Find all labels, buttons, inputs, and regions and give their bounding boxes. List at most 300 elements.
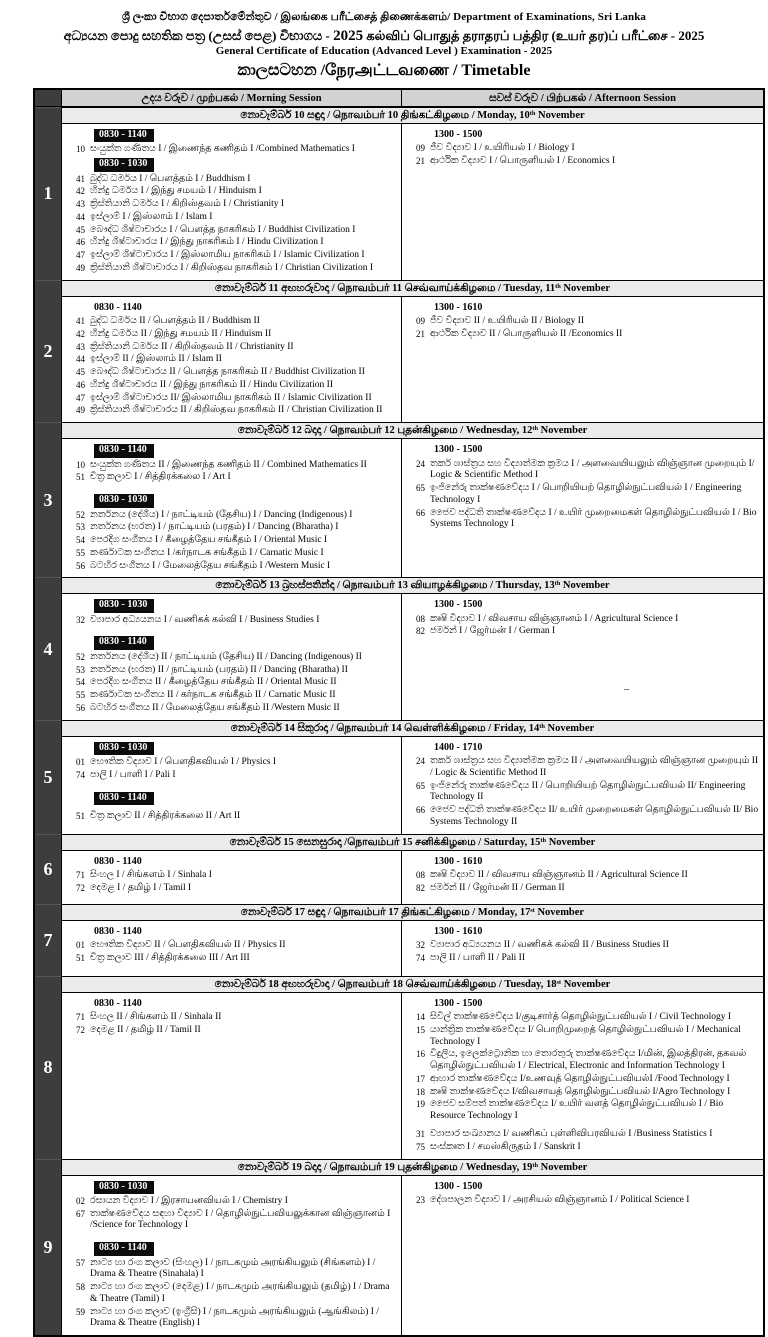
- day-block: [35, 834, 763, 904]
- document-header: [0, 0, 768, 81]
- subject-text: ආර්ථික විද්‍යාව I / பொருளியல் I / Economics I: [430, 156, 616, 167]
- date-header: නොවැම්බර් 17 සඳුදා / நொவம்பர் 17 திங்கட்கிழமை / Monday, 17ˢᵗ November: [61, 904, 763, 921]
- subject-text: රසායන විද්‍යාව I / இரசாயனவியல் I / Chemistry I: [90, 1195, 288, 1206]
- subject-number: 82: [416, 882, 425, 893]
- subject-row: [404, 329, 759, 341]
- timetable: [33, 88, 765, 1337]
- subject-row: [404, 143, 759, 155]
- subject-number: 10: [76, 459, 85, 470]
- day-sessions: [61, 737, 763, 834]
- subject-row: [64, 770, 397, 782]
- time-badge: 0830 - 1140: [94, 129, 154, 142]
- subject-row: [404, 156, 759, 168]
- subject-row: [64, 393, 397, 405]
- subject-number: 65: [416, 483, 425, 494]
- day-number: 5: [35, 720, 61, 834]
- exam-title-tamil: கல்விப் பொதுத் தராதரப் பத்திர (உயர் தர)ப் பரீட்சை - 2025: [363, 28, 705, 43]
- subject-text: චිත්‍ර කලාව I / சித்திரக்கலை I / Art I: [90, 472, 231, 483]
- subject-number: 10: [76, 144, 85, 155]
- subject-row: [64, 342, 397, 354]
- subject-row: [404, 883, 759, 895]
- subject-number: 51: [76, 472, 85, 483]
- subject-number: 46: [76, 379, 85, 390]
- subject-number: 32: [416, 940, 425, 951]
- day-block: [35, 577, 763, 719]
- subject-text: තර්ක ශාස්ත්‍රය සහ විද්‍යාත්මක ක්‍රමය II / அளவையியலும் விஞ்ஞான முறையும் II / Logic & Scientific Method II: [430, 756, 759, 778]
- exam-time: [94, 158, 397, 171]
- morning-cell: [61, 297, 401, 423]
- subject-number: 49: [76, 405, 85, 416]
- subject-row: [64, 1258, 397, 1282]
- morning-session-header: උදය වරුව / முற்பகல் / Morning Session: [61, 90, 401, 106]
- subject-text: දෙමළ II / தமிழ் II / Tamil II: [90, 1024, 201, 1035]
- subject-number: 75: [416, 1141, 425, 1152]
- subject-row: [404, 870, 759, 882]
- subject-number: 57: [76, 1257, 85, 1268]
- subject-row: [404, 953, 759, 965]
- subject-row: [64, 665, 397, 677]
- time-badge: 0830 - 1140: [94, 444, 154, 457]
- subject-row: [404, 1142, 759, 1154]
- afternoon-cell: [401, 297, 763, 423]
- subject-text: ඉංජිනේරු තාක්ෂණවේදය II / பொறியியற் தொழில்நுட்பவியல் II/ Engineering Technology II: [430, 780, 746, 803]
- exam-time: [94, 494, 397, 507]
- subject-text: නර්තනය (භරත) I / நாட்டியம் (பரதம்) I / Dancing (Bharatha) I: [90, 522, 339, 533]
- exam-time: [94, 636, 397, 649]
- day-number: 7: [35, 904, 61, 976]
- subject-text: කෘෂි තාක්ෂණවේදය I/விவசாயத் தொழில்நுட்பவியல் I/Agro Technology I: [430, 1086, 731, 1097]
- subject-text: කෘෂි විද්‍යාව I / விவசாய விஞ்ஞானம் I / Agricultural Science I: [430, 613, 679, 624]
- subject-row: [404, 1074, 759, 1086]
- exam-time: 1300 - 1500: [434, 129, 483, 140]
- subject-text: පාලි I / பாளி I / Pali I: [90, 769, 176, 780]
- subject-row: [64, 263, 397, 275]
- subject-text: දෙමළ I / தமிழ் I / Tamil I: [90, 882, 192, 893]
- subject-row: [404, 316, 759, 328]
- subject-number: 24: [416, 458, 425, 469]
- subject-row: [64, 510, 397, 522]
- subject-text: ජීව විද්‍යාව I / உயிரியல் I / Biology I: [430, 143, 575, 154]
- day-block: [35, 107, 763, 280]
- subject-text: බුද්ධ ධර්මය I / பௌத்தம் I / Buddhism I: [90, 173, 251, 184]
- subject-number: 72: [76, 882, 85, 893]
- subject-text: බුද්ධ ධර්මය II / பௌத்தம் II / Buddhism II: [90, 316, 260, 327]
- corner-block: [35, 90, 61, 106]
- subject-text: නර්තනය (භරත) II / நாட்டியம் (பரதம்) II / Dancing (Bharatha) II: [90, 664, 348, 675]
- exam-time: 1300 - 1500: [434, 997, 483, 1009]
- date-header: නොවැම්බර් 14 සිකුරාදා / நொவம்பர் 14 வெள்ளிக்கிழமை / Friday, 14ᵗʰ November: [61, 720, 763, 737]
- exam-title: [0, 28, 768, 45]
- subject-number: 65: [416, 780, 425, 791]
- subject-number: 18: [416, 1086, 425, 1097]
- subject-text: යාන්ත්‍රික තාක්ෂණවේදය I/ பொறிமுறைத் தொழில்நுட்பவியல் I / Mechanical Technology I: [430, 1024, 741, 1047]
- subject-row: [64, 174, 397, 186]
- subject-number: 49: [76, 262, 85, 273]
- day-block: [35, 720, 763, 834]
- subject-row: [64, 1012, 397, 1024]
- subject-text: ඉස්ලාම් II / இஸ்லாம் II / Islam II: [90, 354, 222, 365]
- exam-time: 1300 - 1610: [434, 855, 483, 867]
- subject-text: ව්‍යාපාර අධ්‍යයනය II / வணிகக் கல்வி II / Business Studies II: [430, 940, 669, 951]
- subject-row: [64, 535, 397, 547]
- subject-row: [404, 1129, 759, 1141]
- subject-number: 43: [76, 199, 85, 210]
- day-block: [35, 976, 763, 1159]
- subject-number: 43: [76, 341, 85, 352]
- morning-cell: [61, 737, 401, 834]
- subject-number: 47: [76, 392, 85, 403]
- subject-number: 72: [76, 1024, 85, 1035]
- exam-title-english: General Certificate of Education (Advanced Level ) Examination - 2025: [215, 45, 553, 57]
- subject-text: සංයුක්ත ගණිතය I / இணைந்த கணிதம் I /Combined Mathematics I: [90, 144, 355, 155]
- day-block: [35, 1159, 763, 1336]
- subject-row: [64, 703, 397, 715]
- time-badge: 0830 - 1030: [94, 742, 154, 755]
- subject-text: සංස්කෘත I / சமஸ்கிருதம் I / Sanskrit I: [430, 1141, 581, 1152]
- afternoon-cell: [401, 993, 763, 1159]
- subject-row: [404, 1195, 759, 1207]
- exam-time: [94, 599, 397, 612]
- subject-text: හින්දු ශිෂ්ටාචාරය II / இந்து நாகரிகம் II / Hindu Civilization II: [90, 379, 333, 390]
- exam-time: [94, 444, 397, 457]
- subject-text: කර්ණාටක සංගීතය I /கர்நாடக சங்கீதம் I / Carnatic Music I: [90, 547, 324, 558]
- subject-number: 01: [76, 940, 85, 951]
- subject-number: 71: [76, 1012, 85, 1023]
- subject-row: [404, 626, 759, 638]
- subject-number: 14: [416, 1012, 425, 1023]
- subject-row: [64, 354, 397, 366]
- subject-row: [404, 1049, 759, 1073]
- subject-text: නර්තනය (දේශීය) I / நாட்டியம் (தேசிய) I / Dancing (Indigenous) I: [90, 509, 353, 520]
- subject-row: [64, 1307, 397, 1331]
- date-header: නොවැම්බර් 11 අඟහරුවාදා / நொவம்பர் 11 செவ்வாய்க்கிழமை / Tuesday, 11ᵗʰ November: [61, 280, 763, 297]
- subject-text: දේශපාලන විද්‍යාව I / அரசியல் விஞ்ஞானம் I / Political Science I: [430, 1194, 690, 1205]
- subject-row: [64, 561, 397, 573]
- subject-text: ආර්ථික විද්‍යාව II / பொருளியல் II /Economics II: [430, 328, 623, 339]
- afternoon-cell: [401, 851, 763, 904]
- subject-text: කර්ණාටක සංගීතය II / கர்நாடக சங்கீதம் II / Carnatic Music II: [90, 690, 336, 701]
- subject-text: ක්‍රිස්තියානි ධර්මය I / கிறிஸ்தவம் I / Christianity I: [90, 199, 285, 210]
- subject-text: ඉස්ලාම් I / இஸ்லாம் I / Islam I: [90, 211, 213, 222]
- subject-number: 09: [416, 316, 425, 327]
- subject-number: 21: [416, 328, 425, 339]
- subject-number: 42: [76, 186, 85, 197]
- exam-time: [94, 129, 397, 142]
- time-badge: 0830 - 1140: [94, 1242, 154, 1255]
- day-sessions: [61, 1176, 763, 1336]
- subject-number: 09: [416, 143, 425, 154]
- time-badge: 0830 - 1030: [94, 599, 154, 612]
- morning-cell: [61, 993, 401, 1159]
- subject-text: ජෛව පද්ධති තාක්ෂණවේදය II/ உயிர் முறைமைகள் தொழில்நுட்பவியல் II/ Bio Systems Technology II: [430, 805, 759, 827]
- subject-number: 52: [76, 651, 85, 662]
- time-badge: 0830 - 1030: [94, 1181, 154, 1194]
- subject-row: [404, 459, 759, 483]
- subject-number: 44: [76, 354, 85, 365]
- subject-text: ව්‍යාපාර සංඛ්‍යානය I/ வணிகப் புள்ளிவிபரவியல் I /Business Statistics I: [430, 1128, 713, 1139]
- subject-number: 55: [76, 547, 85, 558]
- subject-text: සිවිල් තාක්ෂණවේදය I/குடிசார்த் தொழில்நுட்பவியல் I / Civil Technology I: [430, 1012, 732, 1023]
- exam-time: 1300 - 1500: [434, 444, 483, 456]
- date-header: නොවැම්බර් 12 බදාදා / நொவம்பர் 12 புதன்கிழமை / Wednesday, 12ᵗʰ November: [61, 422, 763, 439]
- subject-text: නාට්‍ය හා රංග කලාව (දෙමළ) I / நாடகமும் அரங்கியலும் (தமிழ்) I / Drama & Theatre (Tamil) I: [90, 1282, 390, 1304]
- subject-number: 17: [416, 1073, 425, 1084]
- subject-number: 55: [76, 690, 85, 701]
- subject-row: [64, 1196, 397, 1208]
- subject-row: [64, 316, 397, 328]
- exam-time: 0830 - 1140: [94, 855, 142, 867]
- date-header: නොවැම්බර් 15 සෙනසුරාදා /நொவம்பர் 15 சனிக்கிழமை / Saturday, 15ᵗʰ November: [61, 834, 763, 851]
- subject-row: [404, 805, 759, 829]
- subject-row: [64, 522, 397, 534]
- time-badge: 0830 - 1030: [94, 494, 154, 507]
- subject-row: [64, 615, 397, 627]
- subject-number: 53: [76, 664, 85, 675]
- subject-number: 51: [76, 952, 85, 963]
- subject-number: 66: [416, 805, 425, 816]
- subject-text: පාලි II / பாளி II / Pali II: [430, 952, 526, 963]
- subject-text: ජීව විද්‍යාව II / உயிரியல் II / Biology II: [430, 316, 585, 327]
- subject-row: [404, 940, 759, 952]
- subject-row: [64, 144, 397, 156]
- subject-text: චිත්‍ර කලාව II / சித்திரக்கலை II / Art II: [90, 811, 241, 822]
- morning-cell: [61, 1176, 401, 1336]
- subject-number: 46: [76, 237, 85, 248]
- subject-number: 41: [76, 173, 85, 184]
- subject-text: ක්‍රිස්තියානි ශිෂ්ටාචාරය I / கிறிஸ்தவ நாகரிகம் I / Christian Civilization I: [90, 262, 373, 273]
- subject-text: ඉස්ලාම් ශිෂ්ටාචාරය II/ இஸ்லாமிய நாகரிகம் II / Islamic Civilization II: [90, 392, 372, 403]
- subject-number: 51: [76, 811, 85, 822]
- exam-title-sinhala: අධ්‍යයන පොදු සහතික පත්‍ර (උසස් පෙළ) විභාගය -: [63, 28, 334, 43]
- subject-text: සංයුක්ත ගණිතය II / இணைந்த கணிதம் II / Combined Mathematics II: [90, 459, 367, 470]
- subject-number: 56: [76, 702, 85, 713]
- subject-row: [64, 883, 397, 895]
- subject-number: 59: [76, 1306, 85, 1317]
- stray-dash: –: [624, 684, 630, 696]
- subject-text: විදුලිය, ඉලෙක්ට්‍රොනික හා තොරතුරු තාක්ෂණවේදය I/மின், இலத்திரன், தகவல் தொழில்நுட்பவியல் I / Electrical, Electronic and Information Technology I: [430, 1049, 747, 1072]
- subject-text: හින්දු ධර්මය II / இந்து சமயம் II / Hinduism II: [90, 328, 272, 339]
- subject-text: ජෛව පද්ධති තාක්ෂණවේදය I / உயிர் முறைமைகள் தொழில்நுட்பவியல் I / Bio Systems Technology I: [430, 507, 757, 530]
- subject-row: [404, 756, 759, 780]
- subject-number: 02: [76, 1195, 85, 1206]
- subject-text: නාට්‍ය හා රංග කලාව (සිංහල) I / நாடகமும் அரங்கியலும் (சிங்களம்) I / Drama & Theatre (Sinahala) I: [90, 1257, 376, 1280]
- subject-row: [64, 652, 397, 664]
- subject-text: ව්‍යාපාර අධ්‍යයනය I / வணிகக் கல்வி I / Business Studies I: [90, 614, 320, 625]
- page-title: කාලසටහන /நேரஅட்டவணை / Timetable: [237, 62, 531, 79]
- day-block: [35, 280, 763, 423]
- subject-row: [64, 225, 397, 237]
- subject-row: [404, 1025, 759, 1049]
- exam-time: [94, 742, 397, 755]
- subject-text: ජෛව සම්පත් තාක්ෂණවේදය I/ உயிர் வளத் தொழில்நுட்பவியல் I / Bio Resource Technology I: [430, 1099, 724, 1122]
- subject-number: 15: [416, 1024, 425, 1035]
- day-block: [35, 422, 763, 577]
- session-header-row: [35, 90, 763, 107]
- subject-row: [404, 508, 759, 532]
- subject-text: සිංහල I / சிங்களம் I / Sinhala I: [90, 870, 212, 881]
- day-number: 9: [35, 1159, 61, 1336]
- subject-row: [64, 367, 397, 379]
- subject-row: [64, 870, 397, 882]
- subject-row: [404, 1087, 759, 1099]
- day-number: 4: [35, 577, 61, 719]
- day-sessions: [61, 851, 763, 904]
- subject-row: [64, 212, 397, 224]
- subject-text: බටහිර සංගීතය I / மேலைத்தேய சங்கீதம் I /Western Music I: [90, 560, 331, 571]
- subject-text: ඉංජිනේරු තාක්ෂණවේදය I / பொறியியற் தொழில்நுட்பவியல் I / Engineering Technology I: [430, 483, 742, 505]
- subject-text: හින්දු ශිෂ්ටාචාරය I / இந்து நாகரிகம் I / Hindu Civilization I: [90, 237, 324, 248]
- afternoon-cell: [401, 439, 763, 577]
- subject-number: 01: [76, 757, 85, 768]
- subject-number: 42: [76, 328, 85, 339]
- day-sessions: [61, 297, 763, 423]
- subject-row: [64, 405, 397, 417]
- subject-number: 82: [416, 626, 425, 637]
- exam-time: 0830 - 1140: [94, 925, 142, 937]
- subject-row: [64, 1209, 397, 1233]
- day-sessions: [61, 993, 763, 1159]
- day-sessions: [61, 921, 763, 976]
- subject-number: 32: [76, 614, 85, 625]
- subject-text: සිංහල II / சிங்களம் II / Sinhala II: [90, 1012, 222, 1023]
- subject-number: 52: [76, 509, 85, 520]
- subject-row: [64, 199, 397, 211]
- subject-number: 21: [416, 156, 425, 167]
- subject-row: [64, 1025, 397, 1037]
- subject-number: 44: [76, 211, 85, 222]
- time-badge: 0830 - 1140: [94, 636, 154, 649]
- subject-number: 45: [76, 224, 85, 235]
- subject-text: ක්‍රිස්තියානි ශිෂ්ටාචාරය II / கிறிஸ்தவ நாகரிகம் II / Christian Civilization II: [90, 405, 383, 416]
- afternoon-cell: [401, 124, 763, 280]
- subject-number: 31: [416, 1128, 425, 1139]
- subject-text: ජර්මන් II / ஜேர்மன் II / German II: [430, 882, 565, 893]
- subject-row: [64, 940, 397, 952]
- morning-cell: [61, 124, 401, 280]
- day-sessions: [61, 594, 763, 719]
- subject-text: හින්දු ධර්මය I / இந்து சமயம் I / Hinduism I: [90, 186, 262, 197]
- subject-text: කෘෂි විද්‍යාව II / விவசாய விஞ்ஞானம் II / Agricultural Science II: [430, 870, 688, 881]
- subject-number: 47: [76, 250, 85, 261]
- day-number: 6: [35, 834, 61, 904]
- subject-text: නර්තනය (දේශීය) II / நாட்டியம் (தேசிய) II / Dancing (Indigenous) II: [90, 651, 362, 662]
- subject-text: ආහාර තාක්ෂණවේදය I/உணவுத் தொழில்நுட்பவியல்I /Food Technology I: [430, 1073, 730, 1084]
- subject-row: [64, 237, 397, 249]
- subject-row: [64, 690, 397, 702]
- subject-number: 71: [76, 870, 85, 881]
- subject-number: 16: [416, 1049, 425, 1060]
- subject-text: තාක්ෂණවේදය සඳහා විද්‍යාව I / தொழில்நுட்பவியலுக்கான விஞ்ஞானம் I /Science for Technology I: [90, 1208, 391, 1231]
- exam-time: [94, 792, 397, 805]
- department-title: ශ්‍රී ලංකා විභාග දෙපාර්තමේන්තුව / இலங்கை பரீட்சைத் திணைக்களம்/ Department of Examinations, Sri Lanka: [121, 11, 647, 23]
- subject-row: [404, 614, 759, 626]
- subject-text: චිත්‍ර කලාව III / சித்திரக்கலை III / Art III: [90, 952, 250, 963]
- exam-time: 1400 - 1710: [434, 741, 483, 753]
- afternoon-cell: [401, 921, 763, 976]
- subject-number: 45: [76, 367, 85, 378]
- subject-text: බටහිර සංගීතය II / மேலைத்தேய சங்கீதம் II /Western Music II: [90, 702, 340, 713]
- exam-time: 1300 - 1610: [434, 925, 483, 937]
- day-number: 2: [35, 280, 61, 423]
- subject-row: [64, 186, 397, 198]
- subject-row: [64, 380, 397, 392]
- subject-number: 74: [76, 769, 85, 780]
- exam-time: 1300 - 1500: [434, 1180, 483, 1192]
- day-blocks: [35, 107, 763, 1335]
- subject-text: ඉස්ලාම් ශිෂ්ටාචාරය I / இஸ்லாமிய நாகரிகம் I / Islamic Civilization I: [90, 250, 365, 261]
- subject-row: [64, 677, 397, 689]
- day-number: 1: [35, 107, 61, 280]
- exam-time: 0830 - 1140: [94, 997, 142, 1009]
- subject-number: 74: [416, 952, 425, 963]
- subject-number: 24: [416, 756, 425, 767]
- subject-row: [64, 953, 397, 965]
- day-number: 8: [35, 976, 61, 1159]
- subject-number: 56: [76, 560, 85, 571]
- subject-text: ජර්මන් I / ஜேர்மன் I / German I: [430, 626, 556, 637]
- subject-number: 67: [76, 1208, 85, 1219]
- morning-cell: [61, 921, 401, 976]
- afternoon-cell: [401, 1176, 763, 1336]
- day-number: 3: [35, 422, 61, 577]
- day-block: [35, 904, 763, 976]
- subject-number: 08: [416, 870, 425, 881]
- day-sessions: [61, 439, 763, 577]
- subject-row: [404, 483, 759, 507]
- subject-row: [64, 1282, 397, 1306]
- subject-row: [64, 329, 397, 341]
- date-header: නොවැම්බර් 18 අඟහරුවාදා / நொவம்பர் 18 செவ்வாய்க்கிழமை / Tuesday, 18ˢᵗ November: [61, 976, 763, 993]
- morning-cell: [61, 439, 401, 577]
- subject-text: භෞතික විද්‍යාව II / பௌதிகவியல் II / Physics II: [90, 940, 286, 951]
- subject-row: [404, 1099, 759, 1123]
- afternoon-cell: [401, 594, 763, 719]
- subject-row: [64, 250, 397, 262]
- subject-number: 19: [416, 1099, 425, 1110]
- subject-text: බෞද්ධ ශිෂ්ටාචාරය I / பௌத்த நாகரிகம் I / Buddhist Civilization I: [90, 224, 356, 235]
- time-badge: 0830 - 1140: [94, 792, 154, 805]
- subject-row: [64, 811, 397, 823]
- subject-text: බෞද්ධ ශිෂ්ටාචාරය II / பௌத்த நாகரிகம் II / Buddhist Civilization II: [90, 367, 365, 378]
- subject-row: [64, 472, 397, 484]
- subject-number: 66: [416, 507, 425, 518]
- exam-time: [94, 1242, 397, 1255]
- subject-text: පෙරදිග සංගීතය I / கீழைத்தேய சங்கீதம் I / Oriental Music I: [90, 535, 328, 546]
- exam-year: 2025: [333, 28, 364, 44]
- subject-text: නාට්‍ය හා රංග කලාව (ඉංග්‍රීසි) I / நாடகமும் அரங்கியலும் (ஆங்கிலம்) I / Drama & Theatre (English) I: [90, 1306, 379, 1329]
- exam-time: [94, 1181, 397, 1194]
- subject-number: 54: [76, 677, 85, 688]
- time-badge: 0830 - 1030: [94, 158, 154, 171]
- subject-row: [64, 757, 397, 769]
- subject-row: [64, 460, 397, 472]
- subject-text: ක්‍රිස්තියානි ධර්මය II / கிறிஸ்தவம் II / Christianity II: [90, 341, 294, 352]
- exam-time: 1300 - 1500: [434, 599, 483, 611]
- subject-text: පෙරදිග සංගීතය II / கீழைத்தேய சங்கீதம் II / Oriental Music II: [90, 677, 337, 688]
- subject-text: භෞතික විද්‍යාව I / பௌதிகவியல் I / Physics I: [90, 757, 277, 768]
- date-header: නොවැම්බර් 19 බදාදා / நொவம்பர் 19 புதன்கிழமை / Wednesday, 19ᵗʰ November: [61, 1159, 763, 1176]
- subject-number: 08: [416, 613, 425, 624]
- subject-number: 23: [416, 1194, 425, 1205]
- day-sessions: [61, 124, 763, 280]
- afternoon-cell: [401, 737, 763, 834]
- subject-row: [404, 781, 759, 805]
- date-header: නොවැම්බර් 13 බ්‍රහස්පතින්දා / நொவம்பர் 13 வியாழக்கிழமை / Thursday, 13ᵗʰ November: [61, 577, 763, 594]
- subject-number: 58: [76, 1282, 85, 1293]
- subject-number: 41: [76, 316, 85, 327]
- subject-row: [64, 548, 397, 560]
- subject-text: තර්ක ශාස්ත්‍රය සහ විද්‍යාත්මක ක්‍රමය I / அளவையியலும் விஞ்ஞான முறையும் I/ Logic & Scientific Method I: [430, 458, 755, 481]
